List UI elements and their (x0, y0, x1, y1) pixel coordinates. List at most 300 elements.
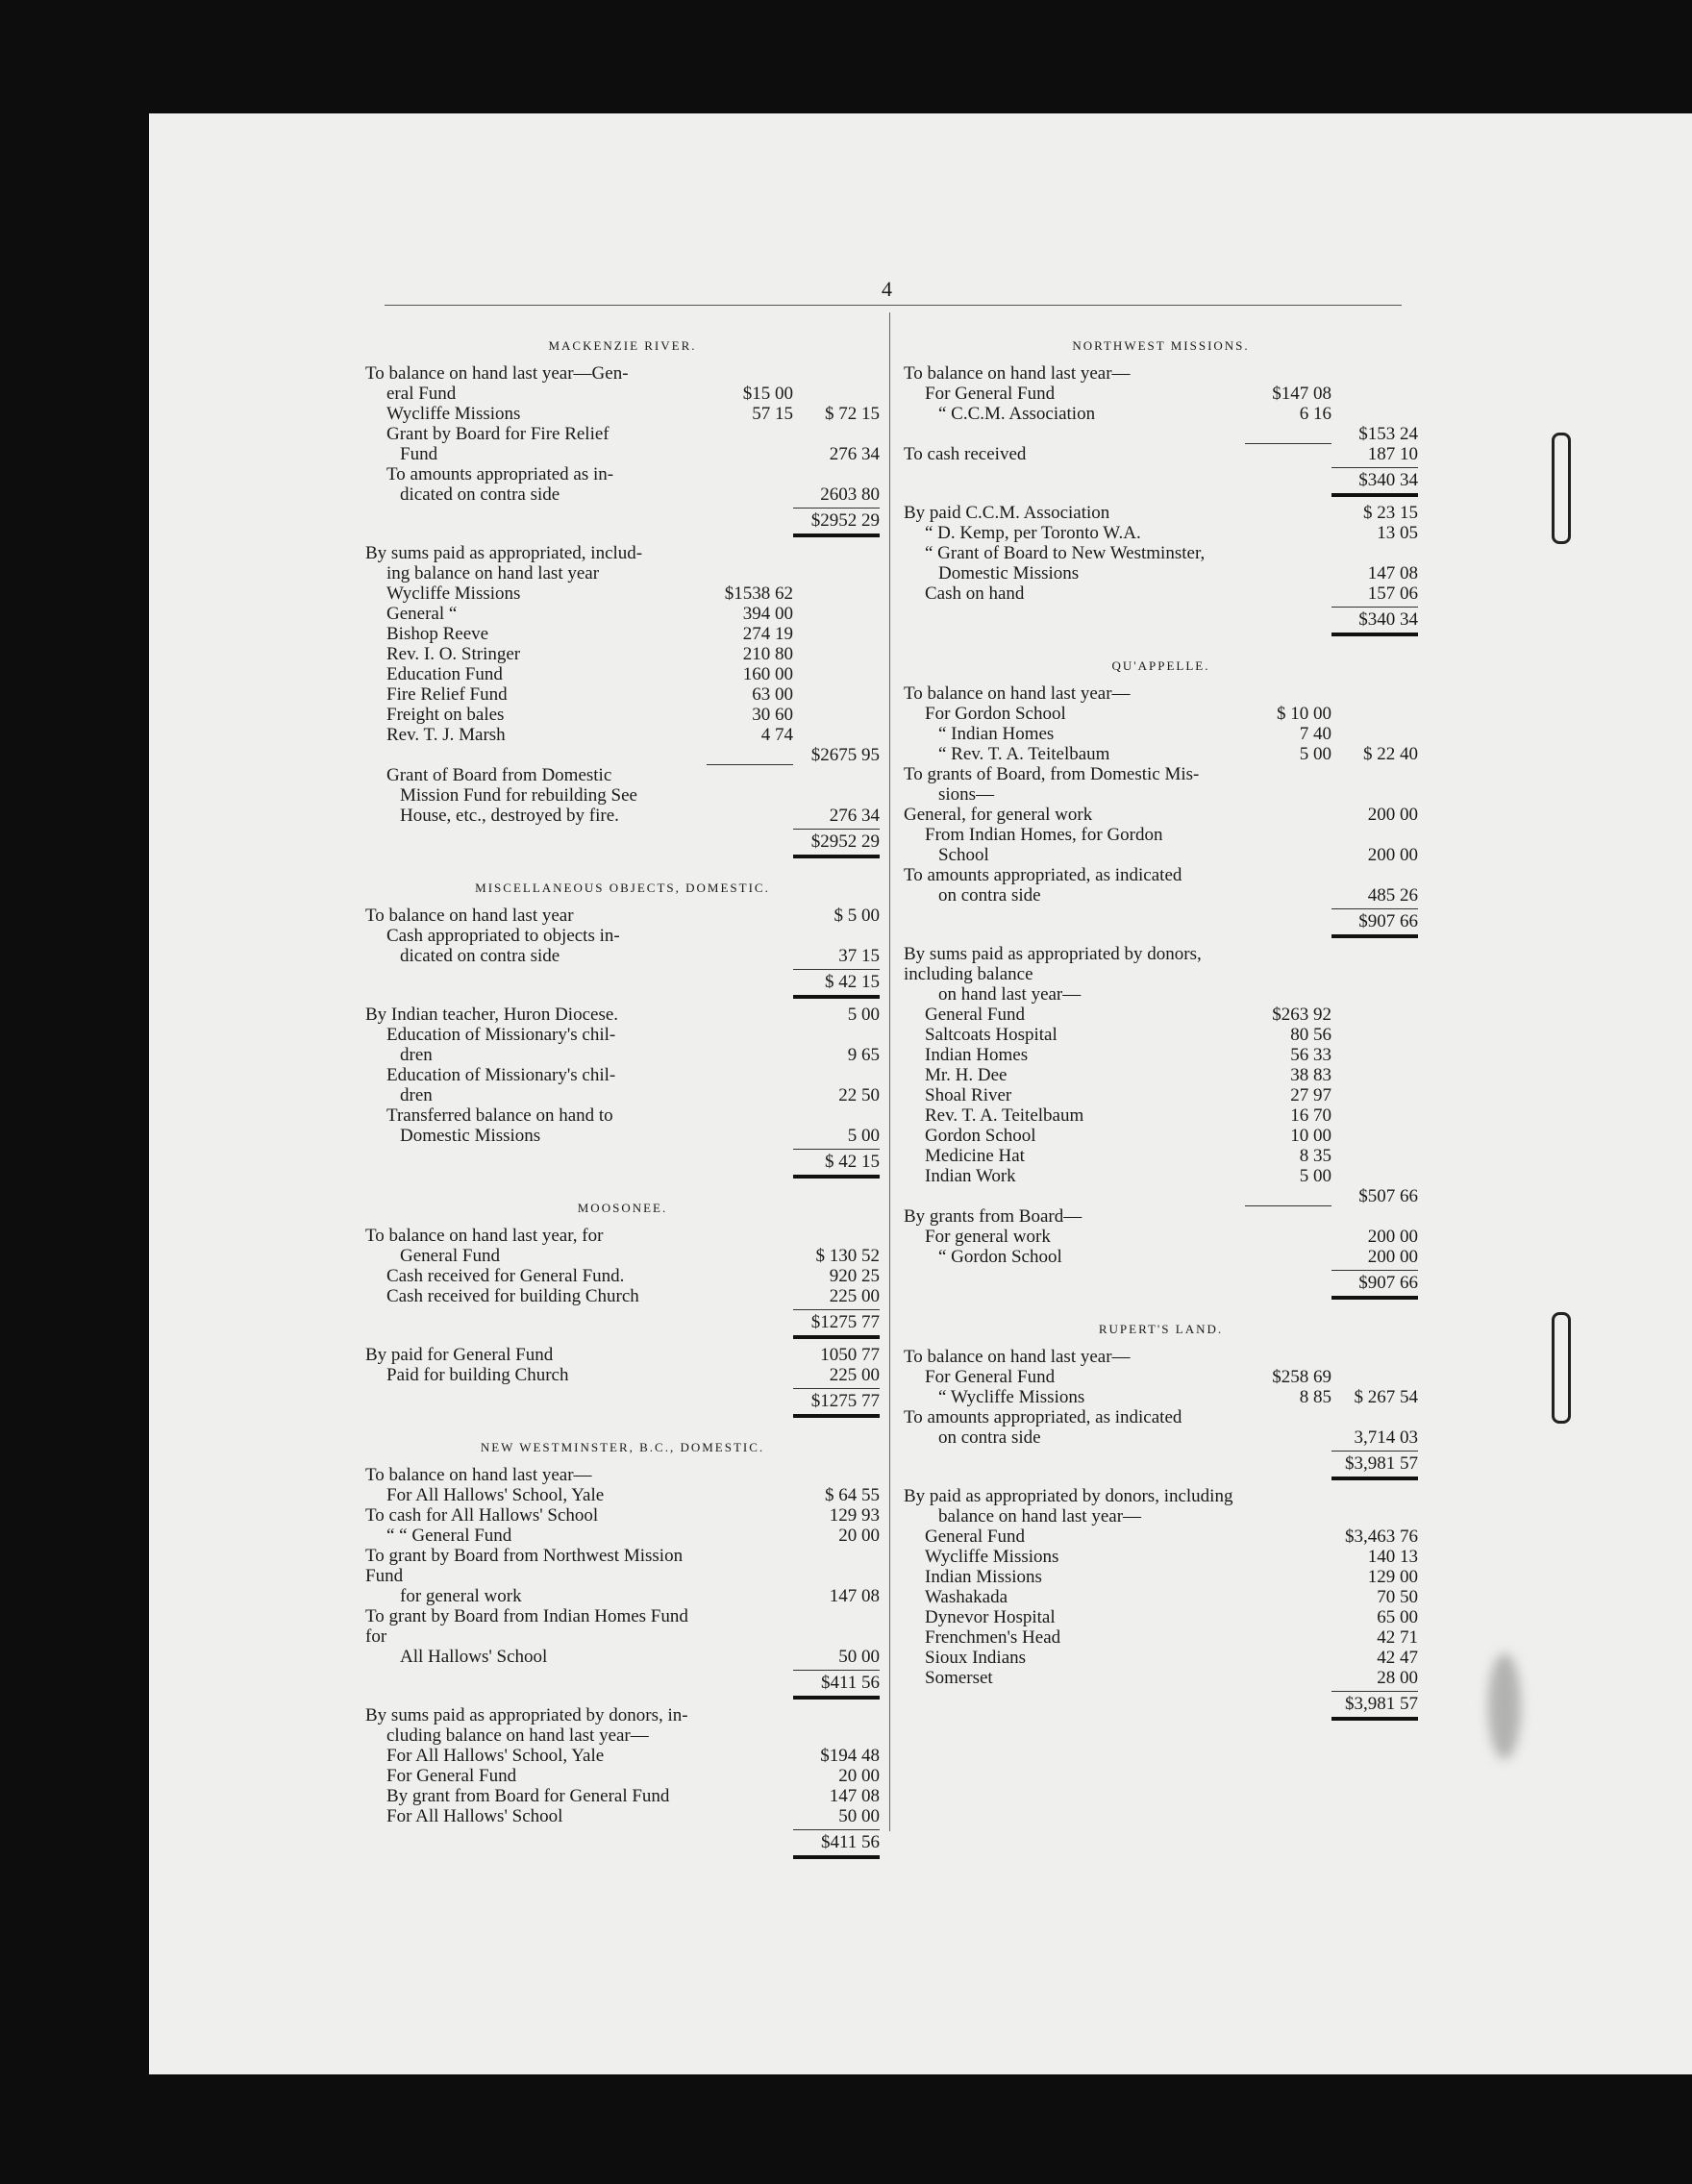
entry-label: By paid as appropriated by donors, including (904, 1486, 1233, 1506)
sub-amount: 394 00 (742, 604, 793, 624)
ledger-row (365, 1786, 880, 1806)
amount: 20 00 (838, 1526, 880, 1546)
entry-label: By sums paid as appropriated by donors, in- (365, 1705, 688, 1725)
entry-label: for general work (400, 1586, 522, 1606)
section-title: NEW WESTMINSTER, B.C., DOMESTIC. (480, 1440, 765, 1454)
sub-amount: 210 80 (742, 644, 793, 664)
ledger-row (904, 1668, 1418, 1688)
entry-label: Wycliffe Missions (386, 583, 521, 604)
entry-label: Mission Fund for rebuilding See (400, 785, 637, 806)
ledger-row (365, 1705, 880, 1725)
ledger-row (365, 785, 880, 806)
entry-label: on contra side (938, 1427, 1041, 1448)
amount: $153 24 (1358, 424, 1418, 444)
total-amount: $907 66 (1331, 1270, 1418, 1300)
amount: $194 48 (820, 1746, 880, 1766)
ledger-row (365, 1586, 880, 1606)
ledger-row (904, 724, 1418, 744)
amount: 200 00 (1367, 805, 1418, 825)
ledger-row (904, 865, 1418, 885)
amount: $ 64 55 (825, 1485, 880, 1505)
entry-label: Grant of Board from Domestic (386, 765, 612, 785)
entry-label: Wycliffe Missions (925, 1547, 1059, 1567)
account-section (904, 656, 1418, 1305)
ledger-row (904, 1567, 1418, 1587)
ledger-row (904, 1065, 1418, 1085)
ledger-row (904, 764, 1418, 784)
entry-label: “ C.C.M. Association (938, 404, 1096, 424)
column-divider (889, 312, 890, 1831)
sub-amount (1245, 443, 1331, 444)
entry-label: For All Hallows' School, Yale (386, 1485, 605, 1505)
entry-label: For All Hallows' School (386, 1806, 563, 1826)
amount: 276 34 (829, 806, 880, 826)
entry-label: Dynevor Hospital (925, 1607, 1056, 1627)
ledger-row (904, 543, 1418, 563)
amount: 13 05 (1377, 523, 1418, 543)
sub-amount: 5 00 (1299, 1166, 1331, 1186)
total-amount: $ 42 15 (793, 1149, 880, 1179)
ledger-row (365, 765, 880, 785)
section-title: MISCELLANEOUS OBJECTS, DOMESTIC. (475, 881, 770, 895)
amount: 200 00 (1367, 1247, 1418, 1267)
sub-amount: 38 83 (1290, 1065, 1331, 1085)
ledger-row (904, 404, 1418, 424)
entry-label: By Indian teacher, Huron Diocese. (365, 1005, 619, 1025)
ledger-row (904, 683, 1418, 704)
ledger-row (365, 1025, 880, 1045)
amount: 485 26 (1367, 885, 1418, 906)
entry-label: Rev. T. A. Teitelbaum (925, 1105, 1084, 1126)
ledger-row (904, 1367, 1418, 1387)
entry-label: General, for general work (904, 805, 1093, 825)
amount: 5 00 (847, 1126, 880, 1146)
ledger-row (904, 704, 1418, 724)
entry-label: Transferred balance on hand to (386, 1105, 613, 1126)
ledger-row (365, 583, 880, 604)
entry-label: To grants of Board, from Domestic Mis- (904, 764, 1200, 784)
ledger-row (365, 1226, 880, 1246)
ledger-row (365, 926, 880, 946)
amount: 42 71 (1377, 1627, 1418, 1648)
section-title: MOOSONEE. (577, 1201, 668, 1215)
ledger-row (904, 1247, 1418, 1267)
amount: 65 00 (1377, 1607, 1418, 1627)
sub-amount: $263 92 (1272, 1005, 1331, 1025)
account-section (365, 878, 880, 1184)
amount: $ 72 15 (825, 404, 880, 424)
entry-label: To balance on hand last year— (904, 683, 1131, 704)
amount: 225 00 (829, 1365, 880, 1385)
total-row (904, 906, 1418, 944)
ledger-row (365, 1546, 880, 1586)
ledger-row (365, 1286, 880, 1306)
entry-label: “ Wycliffe Missions (938, 1387, 1085, 1407)
entry-label: Sioux Indians (925, 1648, 1027, 1668)
ledger-row (904, 1506, 1418, 1526)
amount: $ 23 15 (1363, 503, 1418, 523)
ledger-row (365, 424, 880, 444)
entry-label: eral Fund (386, 384, 457, 404)
ledger-row (904, 1227, 1418, 1247)
entry-label: To balance on hand last year—Gen- (365, 363, 629, 384)
ledger-row (904, 744, 1418, 764)
sub-amount: 10 00 (1290, 1126, 1331, 1146)
ledger-row (904, 1648, 1418, 1668)
entry-label: dicated on contra side (400, 946, 560, 966)
section-title: QU'APPELLE. (1111, 658, 1210, 673)
entry-label: To amounts appropriated, as indicated (904, 1407, 1182, 1427)
entry-label: To cash for All Hallows' School (365, 1505, 599, 1526)
ledger-row (904, 1407, 1418, 1427)
ledger-row (365, 1126, 880, 1146)
account-section (904, 335, 1418, 642)
ledger-row (904, 1045, 1418, 1065)
entry-label: Education of Missionary's chil- (386, 1025, 616, 1045)
amount: 147 08 (829, 1586, 880, 1606)
account-section (904, 1319, 1418, 1726)
total-row (365, 826, 880, 864)
ledger-row (365, 1045, 880, 1065)
sub-amount (707, 764, 793, 765)
entry-label: To balance on hand last year— (904, 363, 1131, 384)
ledger-row (365, 484, 880, 505)
entry-label: Rev. T. J. Marsh (386, 725, 506, 745)
entry-label: Indian Missions (925, 1567, 1042, 1587)
amount: 3,714 03 (1354, 1427, 1418, 1448)
entry-label: Somerset (925, 1668, 993, 1688)
entry-label: “ Gordon School (938, 1247, 1062, 1267)
total-row (365, 505, 880, 543)
amount: 9 65 (847, 1045, 880, 1065)
ledger-row (365, 404, 880, 424)
amount: 200 00 (1367, 845, 1418, 865)
entry-label: For All Hallows' School, Yale (386, 1746, 605, 1766)
entry-label: Grant by Board for Fire Relief (386, 424, 610, 444)
entry-label: Cash received for building Church (386, 1286, 639, 1306)
entry-label: By sums paid as appropriated, includ- (365, 543, 643, 563)
sub-amount: 8 35 (1299, 1146, 1331, 1166)
entry-label: General “ (386, 604, 458, 624)
entry-label: To amounts appropriated, as indicated (904, 865, 1182, 885)
entry-label: on hand last year— (938, 984, 1082, 1005)
ledger-row (904, 363, 1418, 384)
entry-label: Medicine Hat (925, 1146, 1025, 1166)
ledger-row (365, 1105, 880, 1126)
entry-label: Domestic Missions (400, 1126, 541, 1146)
amount: 22 50 (838, 1085, 880, 1105)
ledger-row (365, 624, 880, 644)
entry-label: sions— (938, 784, 995, 805)
account-section (365, 1437, 880, 1865)
entry-label: By grant from Board for General Fund (386, 1786, 670, 1806)
entry-label: To cash received (904, 444, 1027, 464)
ledger-row (904, 1166, 1418, 1186)
ledger-row (365, 1606, 880, 1647)
entry-label: Education Fund (386, 664, 503, 684)
section-title: RUPERT'S LAND. (1098, 1322, 1224, 1336)
sub-amount: 8 85 (1299, 1387, 1331, 1407)
entry-label: All Hallows' School (400, 1647, 548, 1667)
sub-amount (1245, 1205, 1331, 1206)
entry-label: “ D. Kemp, per Toronto W.A. (925, 523, 1141, 543)
ledger-row (904, 885, 1418, 906)
entry-label: Bishop Reeve (386, 624, 489, 644)
entry-label: To amounts appropriated as in- (386, 464, 614, 484)
entry-label: Cash on hand (925, 583, 1025, 604)
entry-label: “ “ General Fund (386, 1526, 512, 1546)
amount: 276 34 (829, 444, 880, 464)
entry-label: For General Fund (925, 384, 1056, 404)
amount: 187 10 (1367, 444, 1418, 464)
amount: $3,463 76 (1345, 1526, 1418, 1547)
entry-label: Frenchmen's Head (925, 1627, 1061, 1648)
total-row (904, 1688, 1418, 1726)
ledger-row (365, 684, 880, 705)
entry-label: By sums paid as appropriated by donors, including balance (904, 944, 1202, 984)
amount: 20 00 (838, 1766, 880, 1786)
ledger-row (365, 1806, 880, 1826)
ledger-row (365, 1246, 880, 1266)
ledger-row (365, 644, 880, 664)
amount: 200 00 (1367, 1227, 1418, 1247)
entry-label: ing balance on hand last year (386, 563, 600, 583)
amount: 28 00 (1377, 1668, 1418, 1688)
left-column (365, 332, 880, 1878)
ledger-row (904, 523, 1418, 543)
ledger-row (904, 1587, 1418, 1607)
ledger-row (365, 725, 880, 745)
ledger-row (365, 444, 880, 464)
entry-label: Fire Relief Fund (386, 684, 508, 705)
ledger-row (904, 1627, 1418, 1648)
ledger-row (365, 745, 880, 765)
ledger-row (365, 705, 880, 725)
ledger-row (904, 1025, 1418, 1045)
section-title: NORTHWEST MISSIONS. (1072, 338, 1250, 353)
entry-label: “ Indian Homes (938, 724, 1055, 744)
ledger-row (365, 946, 880, 966)
ledger-row (904, 424, 1418, 444)
entry-label: School (938, 845, 989, 865)
amount: 70 50 (1377, 1587, 1418, 1607)
ink-smudge (1488, 1653, 1521, 1759)
entry-label: “ Grant of Board to New Westminster, (925, 543, 1206, 563)
entry-label: Paid for building Church (386, 1365, 569, 1385)
sub-amount: 30 60 (752, 705, 793, 725)
ledger-row (904, 1486, 1418, 1506)
total-row (904, 1448, 1418, 1486)
ledger-row (365, 1465, 880, 1485)
amount: 50 00 (838, 1647, 880, 1667)
section-title: MACKENZIE RIVER. (548, 338, 697, 353)
sub-amount: 57 15 (752, 404, 793, 424)
ledger-row (365, 664, 880, 684)
sub-amount: $258 69 (1272, 1367, 1331, 1387)
sub-amount: 80 56 (1290, 1025, 1331, 1045)
entry-label: Indian Homes (925, 1045, 1029, 1065)
page-number: 4 (882, 277, 892, 301)
account-section (365, 1198, 880, 1424)
ledger-row (365, 1005, 880, 1025)
total-amount: $ 42 15 (793, 969, 880, 999)
entry-label: By paid C.C.M. Association (904, 503, 1110, 523)
total-row (904, 464, 1418, 503)
amount: 37 15 (838, 946, 880, 966)
sub-amount: 27 97 (1290, 1085, 1331, 1105)
amount: $ 22 40 (1363, 744, 1418, 764)
ledger-row (904, 1427, 1418, 1448)
entry-label: From Indian Homes, for Gordon (925, 825, 1163, 845)
amount: 129 93 (829, 1505, 880, 1526)
amount: $ 5 00 (834, 906, 880, 926)
entry-label: To balance on hand last year— (365, 1465, 592, 1485)
ledger-row (904, 583, 1418, 604)
ledger-row (904, 1105, 1418, 1126)
ledger-row (365, 363, 880, 384)
entry-label: Fund (400, 444, 438, 464)
sub-amount: $15 00 (742, 384, 793, 404)
entry-label: “ Rev. T. A. Teitelbaum (938, 744, 1110, 764)
entry-label: For General Fund (925, 1367, 1056, 1387)
total-amount: $340 34 (1331, 467, 1418, 497)
total-row (904, 604, 1418, 642)
ledger-row (904, 503, 1418, 523)
total-amount: $3,981 57 (1331, 1451, 1418, 1480)
total-amount: $2952 29 (793, 508, 880, 537)
total-amount: $907 66 (1331, 908, 1418, 938)
total-row (365, 1667, 880, 1705)
total-row (904, 1267, 1418, 1305)
amount: 225 00 (829, 1286, 880, 1306)
amount: $ 267 54 (1354, 1387, 1418, 1407)
ledger-row (365, 1065, 880, 1085)
ledger-row (365, 1345, 880, 1365)
entry-label: dren (400, 1045, 433, 1065)
total-row (365, 1826, 880, 1865)
ledger-row (365, 806, 880, 826)
sub-amount: 63 00 (752, 684, 793, 705)
total-row (365, 1306, 880, 1345)
right-column (904, 332, 1418, 1740)
total-amount: $340 34 (1331, 607, 1418, 636)
ledger-row (365, 1266, 880, 1286)
entry-label: Washakada (925, 1587, 1008, 1607)
entry-label: Shoal River (925, 1085, 1012, 1105)
entry-label: By paid for General Fund (365, 1345, 554, 1365)
amount: 5 00 (847, 1005, 880, 1025)
entry-label: dren (400, 1085, 433, 1105)
total-amount: $2952 29 (793, 829, 880, 858)
entry-label: dicated on contra side (400, 484, 560, 505)
amount: 42 47 (1377, 1648, 1418, 1668)
ledger-row (365, 906, 880, 926)
total-row (365, 1146, 880, 1184)
sub-amount: 5 00 (1299, 744, 1331, 764)
amount: 129 00 (1367, 1567, 1418, 1587)
entry-label: To balance on hand last year— (904, 1347, 1131, 1367)
ledger-row (904, 1607, 1418, 1627)
ledger-row (904, 825, 1418, 845)
total-amount: $411 56 (793, 1670, 880, 1700)
entry-label: cluding balance on hand last year— (386, 1725, 649, 1746)
ledger-row (904, 1146, 1418, 1166)
sub-amount: $147 08 (1272, 384, 1331, 404)
amount: 157 06 (1367, 583, 1418, 604)
entry-label: Gordon School (925, 1126, 1036, 1146)
sub-amount: 16 70 (1290, 1105, 1331, 1126)
ledger-row (365, 1085, 880, 1105)
ledger-row (904, 845, 1418, 865)
ledger-row (904, 984, 1418, 1005)
ledger-row (365, 1526, 880, 1546)
ledger-row (904, 384, 1418, 404)
entry-label: Saltcoats Hospital (925, 1025, 1058, 1045)
entry-label: To grant by Board from Indian Homes Fund for (365, 1606, 688, 1647)
sub-amount: $1538 62 (724, 583, 793, 604)
total-amount: $411 56 (793, 1829, 880, 1859)
amount: 147 08 (829, 1786, 880, 1806)
total-row (365, 1385, 880, 1424)
amount: 140 13 (1367, 1547, 1418, 1567)
sub-amount: $ 10 00 (1277, 704, 1331, 724)
ledger-row (365, 1766, 880, 1786)
entry-label: General Fund (925, 1005, 1025, 1025)
ledger-row (365, 464, 880, 484)
ledger-row (904, 1186, 1418, 1206)
entry-label: For general work (925, 1227, 1051, 1247)
ledger-row (365, 1725, 880, 1746)
ledger-row (904, 444, 1418, 464)
sub-amount: 4 74 (760, 725, 793, 745)
ledger-row (904, 1126, 1418, 1146)
ledger-row (904, 1526, 1418, 1547)
entry-label: To balance on hand last year (365, 906, 574, 926)
total-amount: $1275 77 (793, 1388, 880, 1418)
entry-label: Cash received for General Fund. (386, 1266, 625, 1286)
entry-label: For Gordon School (925, 704, 1066, 724)
sub-amount: 6 16 (1299, 404, 1331, 424)
ledger-row (365, 543, 880, 563)
ledger-row (365, 1505, 880, 1526)
entry-label: For General Fund (386, 1766, 517, 1786)
entry-label: Indian Work (925, 1166, 1016, 1186)
binding-clip-top (1552, 433, 1571, 544)
total-amount: $3,981 57 (1331, 1691, 1418, 1721)
amount: 2603 80 (820, 484, 880, 505)
ledger-row (904, 1387, 1418, 1407)
entry-label: on contra side (938, 885, 1041, 906)
entry-label: Education of Missionary's chil- (386, 1065, 616, 1085)
entry-label: Domestic Missions (938, 563, 1080, 583)
ledger-row (365, 1365, 880, 1385)
entry-label: Wycliffe Missions (386, 404, 521, 424)
amount: 147 08 (1367, 563, 1418, 583)
amount: $ 130 52 (815, 1246, 880, 1266)
entry-label: By grants from Board— (904, 1206, 1082, 1227)
entry-label: Mr. H. Dee (925, 1065, 1008, 1085)
amount: $507 66 (1358, 1186, 1418, 1206)
total-row (365, 966, 880, 1005)
ledger-row (365, 1746, 880, 1766)
header-rule (385, 305, 1402, 306)
ledger-row (365, 1647, 880, 1667)
ledger-row (904, 784, 1418, 805)
account-section (365, 335, 880, 864)
ledger-row (904, 1206, 1418, 1227)
ledger-row (365, 1485, 880, 1505)
sub-amount: 56 33 (1290, 1045, 1331, 1065)
